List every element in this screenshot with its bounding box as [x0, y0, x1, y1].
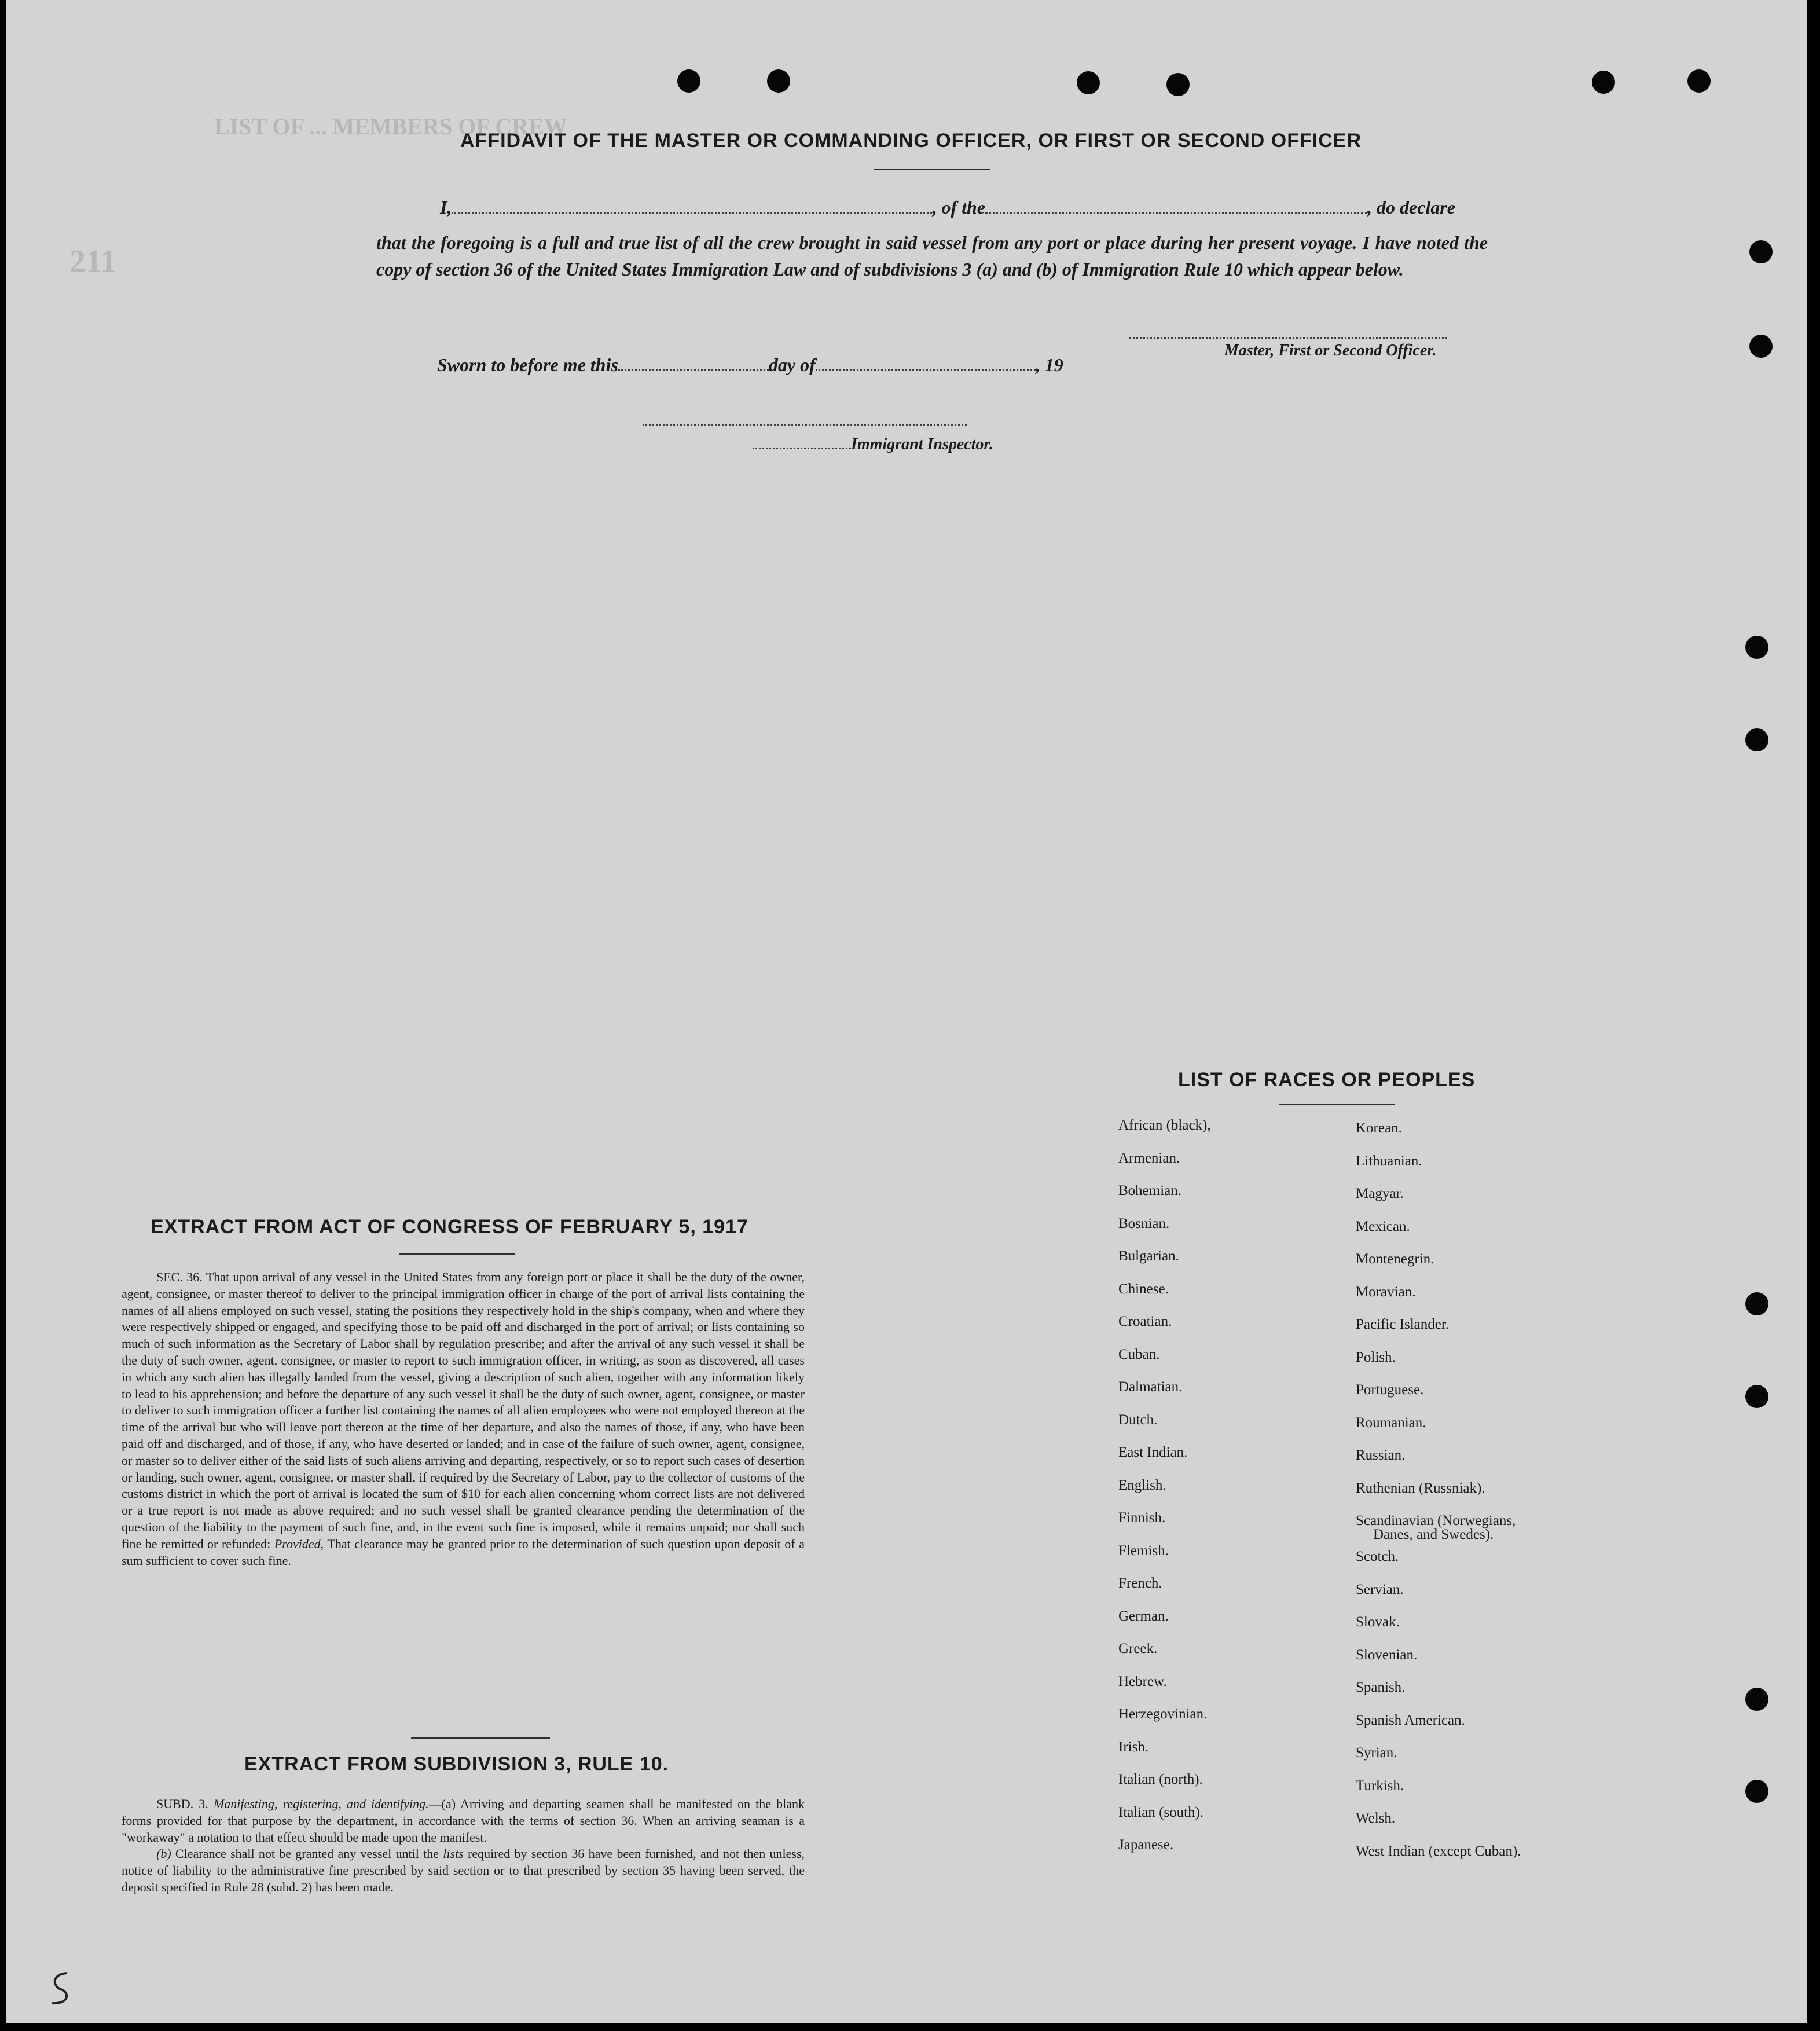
month-blank	[816, 364, 1036, 371]
race-item-right: Slovak.	[1356, 1614, 1400, 1630]
race-item-right: Moravian.	[1356, 1284, 1416, 1300]
handwritten-mark	[41, 1968, 81, 2009]
sworn-line	[437, 354, 1063, 376]
race-item-right: Syrian.	[1356, 1745, 1397, 1761]
act-title: EXTRACT FROM ACT OF CONGRESS OF FEBRUARY 5, 1917	[151, 1216, 748, 1238]
punch-hole	[1592, 71, 1615, 94]
day-blank	[618, 364, 769, 371]
subd-para-a: —(a) Arriving and departing seamen shall be manifested on the blank forms provided for that purpose by the department, in accordance with the terms of section 36. When an arriving seaman is a "workaway" a notation to that effect should be made upon the manifest.	[122, 1797, 805, 1845]
affidavit-body: that the foregoing is a full and true list of all the crew brought in said vessel from any port or place during her present voyage. I have noted the copy of section 36 of the United States Immigration Law and of subdivisions 3 (a) and (b) of Immigration Rule 10 which appear below.	[376, 232, 1488, 280]
race-item-right: Scotch.	[1356, 1549, 1399, 1564]
race-item-right: Spanish American.	[1356, 1712, 1465, 1728]
punch-hole	[1745, 1385, 1768, 1408]
name-blank	[452, 206, 932, 214]
signature-blank	[1129, 331, 1447, 339]
race-item-left: Chinese.	[1118, 1281, 1169, 1297]
race-item-right: Portuguese.	[1356, 1382, 1424, 1398]
subd-para-b-2: required by section 36 have been furnished, and not then unless, notice of liability to the administrative fine prescribed by said section or to that prescribed by section 35 having been served, the deposit specified in Rule 28 (subd. 2) has been made.	[122, 1846, 805, 1894]
rule-title: EXTRACT FROM SUBDIVISION 3, RULE 10.	[244, 1753, 669, 1775]
signature-label: Master, First or Second Officer.	[1224, 342, 1437, 360]
punch-hole	[767, 69, 790, 93]
i-label: I,	[440, 197, 452, 218]
race-item-right: Russian.	[1356, 1447, 1406, 1463]
year-label: , 19	[1035, 354, 1063, 375]
race-item-right: Magyar.	[1356, 1186, 1404, 1201]
act-text: SEC. 36. That upon arrival of any vessel in the United States from any foreign port or place it shall be the duty of the owner, agent, consignee, or master thereof to deliver to the principal immigration officer in charge of the port of arrival lists containing the names of all aliens employed on such vessel, stating the positions they respectively hold in the ship's company, when and where they were respectively shipped or engaged, and specifying those to be paid off and discharged in the port of arrival; or lists containing so much of such information as the Secretary of Labor shall by regulation prescribe; and after the arrival of any such vessel it shall be the duty of such owner, agent, consignee, or master to report to such immigration officer, in writing, as soon as discovered, all cases in which any such alien has illegally landed from the vessel, giving a description of such alien, together with any information likely to lead to his apprehension; and before the departure of any such vessel it shall be the duty of such owner, agent, consignee, or master to deliver to such immigration officer a further list containing the names of all alien employees who were not employed thereon at the time of the arrival but who will leave port thereon at the time of her departure, and also the names of those, if any, who have been paid off and discharged, and of those, if any, who have deserted or landed; and in case of the failure of such owner, agent, consignee, or master so to deliver either of the said lists of such aliens arriving and departing, respectively, or so to report such cases of desertion or landing, such owner, agent, consignee, or master shall, if required by the Secretary of Labor, pay to the collector of customs of the customs district in which the port of arrival is located the sum of $10 for each alien concerning whom correct lists are not delivered or a true report is not made as above required; and no such vessel shall be granted clearance pending the determination of the question of the liability to the payment of such fine, and, in the event such fine is imposed, while it remains unpaid; nor shall such fine be remitted or refunded:	[122, 1270, 805, 1551]
race-item-left: Italian (south).	[1118, 1804, 1204, 1820]
race-item-right: Mexican.	[1356, 1218, 1410, 1234]
race-item-left: East Indian.	[1118, 1445, 1188, 1460]
punch-hole	[1166, 73, 1190, 96]
inspector-label: Immigrant Inspector.	[851, 435, 993, 453]
race-item-right: Spanish.	[1356, 1680, 1406, 1695]
act-proviso-label: Provided,	[274, 1536, 324, 1551]
race-item-left: Italian (north).	[1118, 1772, 1203, 1787]
divider	[411, 1737, 550, 1739]
punch-hole	[1745, 1780, 1768, 1803]
race-item-right: Polish.	[1356, 1349, 1396, 1365]
punch-hole	[1745, 1688, 1768, 1711]
races-title: LIST OF RACES OR PEOPLES	[1178, 1069, 1476, 1091]
race-item-left: German.	[1118, 1608, 1169, 1624]
act-section-36	[122, 1269, 805, 1569]
race-item-left: African (black),	[1118, 1117, 1211, 1133]
subd-para-b-prefix: (b)	[156, 1846, 171, 1861]
race-item-left: Japanese.	[1118, 1837, 1174, 1853]
race-item-right: Pacific Islander.	[1356, 1317, 1450, 1332]
sworn-label: Sworn to before me this	[437, 354, 618, 375]
declaration-line	[440, 197, 1455, 218]
ghost-number: 211	[69, 244, 116, 280]
race-item-left: Dutch.	[1118, 1412, 1158, 1428]
race-item-left: Bosnian.	[1118, 1215, 1170, 1231]
race-item-right: Korean.	[1356, 1120, 1402, 1136]
act-proviso-text: That clearance may be granted prior to the determination of such question upon deposit of a sum sufficient to cover such fine.	[122, 1536, 805, 1568]
rule-subdivision-3	[122, 1796, 805, 1896]
subd-heading: Manifesting, registering, and identifying.	[213, 1797, 429, 1811]
punch-hole	[1745, 636, 1768, 659]
document-page	[6, 0, 1807, 2023]
punch-hole	[1749, 335, 1773, 358]
subd-para-b-1: Clearance shall not be granted any vessel until the	[175, 1846, 439, 1861]
race-item-right: Lithuanian.	[1356, 1153, 1422, 1169]
race-item-right: Slovenian.	[1356, 1647, 1418, 1663]
divider	[1279, 1104, 1395, 1105]
divider	[399, 1253, 515, 1255]
subd-para-b-lists: lists	[443, 1846, 464, 1861]
race-item-left: Cuban.	[1118, 1346, 1160, 1362]
race-item-left: Herzegovinian.	[1118, 1706, 1208, 1722]
divider	[874, 169, 990, 170]
inspector-signature-blank	[643, 418, 967, 426]
ghost-header: LIST OF ... MEMBERS OF CREW	[214, 113, 567, 140]
do-declare-label: , do declare	[1367, 197, 1455, 218]
punch-hole	[1745, 728, 1768, 751]
vessel-blank	[985, 206, 1367, 214]
day-of-label: day of	[768, 354, 816, 375]
race-item-right: Turkish.	[1356, 1777, 1404, 1794]
punch-hole	[677, 69, 700, 93]
race-item-right: Roumanian.	[1356, 1414, 1426, 1431]
race-item-right: Danes, and Swedes).	[1373, 1527, 1494, 1542]
race-item-right: Welsh.	[1356, 1810, 1396, 1826]
inspector-blank	[753, 442, 851, 449]
race-item-left: Greek.	[1118, 1641, 1158, 1656]
race-item-right: Ruthenian (Russniak).	[1356, 1480, 1485, 1496]
race-item-left: Armenian.	[1118, 1150, 1180, 1166]
race-item-right: Servian.	[1356, 1581, 1404, 1597]
of-the-label: , of the	[932, 197, 985, 218]
race-item-left: English.	[1118, 1477, 1166, 1493]
race-item-right: Scandinavian (Norwegians,	[1356, 1513, 1516, 1528]
punch-hole	[1687, 69, 1711, 93]
punch-hole	[1745, 1292, 1768, 1315]
inspector-line	[753, 435, 993, 454]
race-item-left: Bulgarian.	[1118, 1248, 1179, 1264]
affidavit-title: AFFIDAVIT OF THE MASTER OR COMMANDING OFFICER, OR FIRST OR SECOND OFFICER	[460, 130, 1362, 152]
race-item-left: French.	[1118, 1575, 1162, 1591]
subd-label: SUBD. 3.	[156, 1797, 208, 1811]
punch-hole	[1077, 71, 1100, 94]
race-item-right: West Indian (except Cuban).	[1356, 1843, 1521, 1859]
race-item-left: Irish.	[1118, 1739, 1149, 1755]
race-item-left: Croatian.	[1118, 1314, 1172, 1329]
punch-hole	[1749, 240, 1773, 263]
race-item-left: Finnish.	[1118, 1510, 1166, 1526]
race-item-right: Montenegrin.	[1356, 1251, 1434, 1267]
race-item-left: Bohemian.	[1118, 1183, 1182, 1198]
race-item-left: Dalmatian.	[1118, 1379, 1183, 1395]
race-item-left: Hebrew.	[1118, 1673, 1167, 1689]
race-item-left: Flemish.	[1118, 1542, 1169, 1559]
